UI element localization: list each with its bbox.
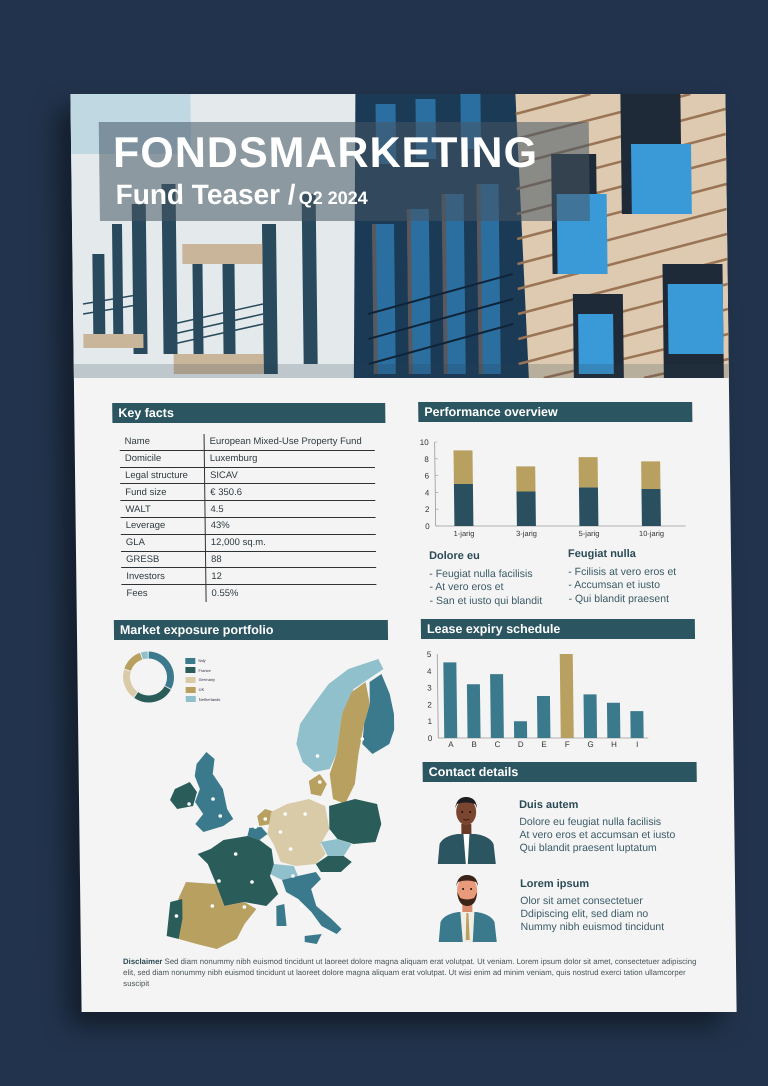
svg-text:0: 0	[425, 522, 430, 531]
fact-label: Fund size	[120, 484, 205, 500]
fact-label: Legal structure	[120, 468, 205, 484]
europe-map	[113, 644, 397, 954]
fact-label: Investors	[121, 568, 206, 584]
svg-text:I: I	[636, 740, 639, 749]
svg-text:4: 4	[424, 488, 430, 498]
uk-region	[194, 752, 233, 832]
svg-text:1-jarig: 1-jarig	[453, 529, 475, 538]
svg-text:3-jarig: 3-jarig	[516, 529, 537, 538]
disclaimer-label: Disclaimer	[122, 957, 163, 966]
fact-value: 43%	[210, 520, 230, 532]
table-row	[120, 434, 375, 451]
fact-label: Domicile	[120, 451, 205, 467]
note-item: - Qui blandit praesent	[568, 592, 670, 605]
fact-value: 12	[211, 570, 222, 582]
note-item: - Accumsan et iusto	[568, 579, 661, 591]
fact-value: 88	[211, 553, 222, 565]
svg-text:E: E	[541, 740, 547, 749]
notes-title: Dolore eu	[428, 550, 480, 562]
note-item: - At vero eros et	[429, 581, 504, 593]
contact-name: Duis autem	[519, 799, 579, 811]
svg-text:B: B	[471, 740, 477, 749]
ireland-region	[170, 782, 197, 809]
avatar	[435, 794, 498, 864]
contact-line: Qui blandit praesent luptatum	[519, 842, 657, 854]
subtitle-text: Fund Teaser /	[115, 179, 296, 210]
notes-title: Feugiat nulla	[567, 548, 636, 560]
fact-value: SICAV	[209, 469, 238, 481]
svg-text:5: 5	[426, 650, 432, 659]
fact-value: 0.55%	[211, 588, 239, 600]
germany-region	[267, 799, 330, 866]
table-row	[121, 535, 376, 552]
fact-value: 12,000 sq.m.	[210, 537, 266, 549]
contact-card	[426, 872, 727, 942]
period-label: Q2 2024	[298, 188, 368, 208]
table-row	[121, 568, 376, 585]
note-item: - Feugiat nulla facilisis	[429, 567, 533, 580]
legend-label: France	[198, 667, 211, 673]
svg-text:4: 4	[426, 666, 432, 676]
contact-name: Lorem ipsum	[519, 878, 590, 890]
denmark-region	[309, 774, 327, 796]
table-row	[120, 484, 375, 501]
fact-label: Fees	[121, 585, 206, 602]
legend-label: UK	[198, 687, 205, 693]
svg-text:8: 8	[424, 454, 429, 464]
contact-card	[425, 794, 726, 864]
svg-text:D: D	[517, 740, 524, 749]
note-item: - San et iusto qui blandit	[429, 594, 543, 607]
note-item: - Fcilisis at vero eros et	[568, 565, 677, 578]
fact-label: GRESB	[121, 552, 206, 568]
disclaimer	[123, 956, 703, 989]
svg-text:10-jarig: 10-jarig	[638, 529, 665, 538]
fact-value: Luxemburg	[209, 453, 258, 465]
contact-line: Ddipiscing elit, sed diam no	[520, 908, 649, 920]
svg-text:F: F	[564, 740, 570, 749]
fact-label: GLA	[121, 535, 206, 551]
legend-label: Italy	[198, 658, 206, 664]
fact-label: Leverage	[121, 518, 206, 534]
svg-text:0: 0	[427, 734, 433, 743]
contact-details-heading: Contact details	[423, 762, 697, 782]
table-row	[121, 585, 376, 602]
poland-region	[329, 799, 382, 844]
table-row	[121, 552, 376, 569]
lease-expiry-heading: Lease expiry schedule	[421, 619, 695, 639]
svg-text:10: 10	[419, 438, 429, 447]
svg-text:G: G	[587, 740, 594, 749]
legend-label: Germany	[198, 677, 216, 683]
svg-text:A: A	[448, 740, 454, 749]
contact-info	[520, 895, 664, 934]
table-row	[120, 451, 375, 468]
svg-text:3: 3	[427, 683, 432, 693]
hero-subtitle	[115, 179, 367, 214]
contact-line: At vero eros et accumsan et iusto	[519, 829, 676, 841]
italy-region	[282, 872, 342, 934]
fact-value: 4.5	[210, 503, 224, 515]
disclaimer-text: Sed diam nonummy nibh euismod tincidunt ut laoreet dolore magna aliquam erat volutpat. Ut veniam. Lorem ipsum dolor sit amet, consectetuer adipiscing elit, sed diam nonummy nibh euismod tincidunt ut laoreet dolore magna aliquam erat volutpat. Ut wisi enim ad minim veniam, quis nostrud exerci tation ullamcorper suscipit	[123, 957, 697, 988]
contact-line: Nummy nibh euismod tincidunt	[520, 921, 665, 933]
fund-teaser-document	[70, 94, 736, 1012]
svg-text:6: 6	[424, 471, 430, 481]
table-row	[121, 518, 376, 535]
fact-value: € 350.6	[210, 486, 243, 498]
fact-value: European Mixed-Use Property Fund	[209, 436, 362, 448]
hero-title: FONDSMARKETING	[112, 129, 539, 177]
hero-photo	[70, 94, 728, 378]
contact-line: Dolore eu feugiat nulla facilisis	[519, 816, 662, 828]
avatar	[436, 872, 499, 942]
fact-label: WALT	[120, 501, 205, 517]
market-exposure-heading: Market exposure portfolio	[114, 620, 388, 640]
key-facts-table	[120, 434, 377, 602]
svg-text:H: H	[610, 740, 617, 749]
performance-chart	[415, 434, 696, 544]
svg-text:2: 2	[424, 505, 430, 515]
performance-heading: Performance overview	[418, 402, 692, 422]
table-row	[120, 468, 375, 485]
contact-info	[519, 816, 675, 855]
lease-expiry-chart	[417, 650, 658, 752]
svg-text:1: 1	[427, 717, 433, 727]
table-row	[120, 501, 375, 518]
svg-text:2: 2	[427, 700, 432, 710]
legend-label: Netherlands	[198, 696, 221, 702]
performance-notes-right	[568, 548, 677, 606]
performance-notes-left	[429, 550, 542, 608]
svg-text:5-jarig: 5-jarig	[578, 529, 600, 538]
key-facts-heading: Key facts	[112, 403, 385, 423]
svg-text:C: C	[494, 740, 501, 749]
fact-label: Name	[120, 434, 205, 450]
contact-line: Olor sit amet consectetuer	[520, 895, 643, 907]
